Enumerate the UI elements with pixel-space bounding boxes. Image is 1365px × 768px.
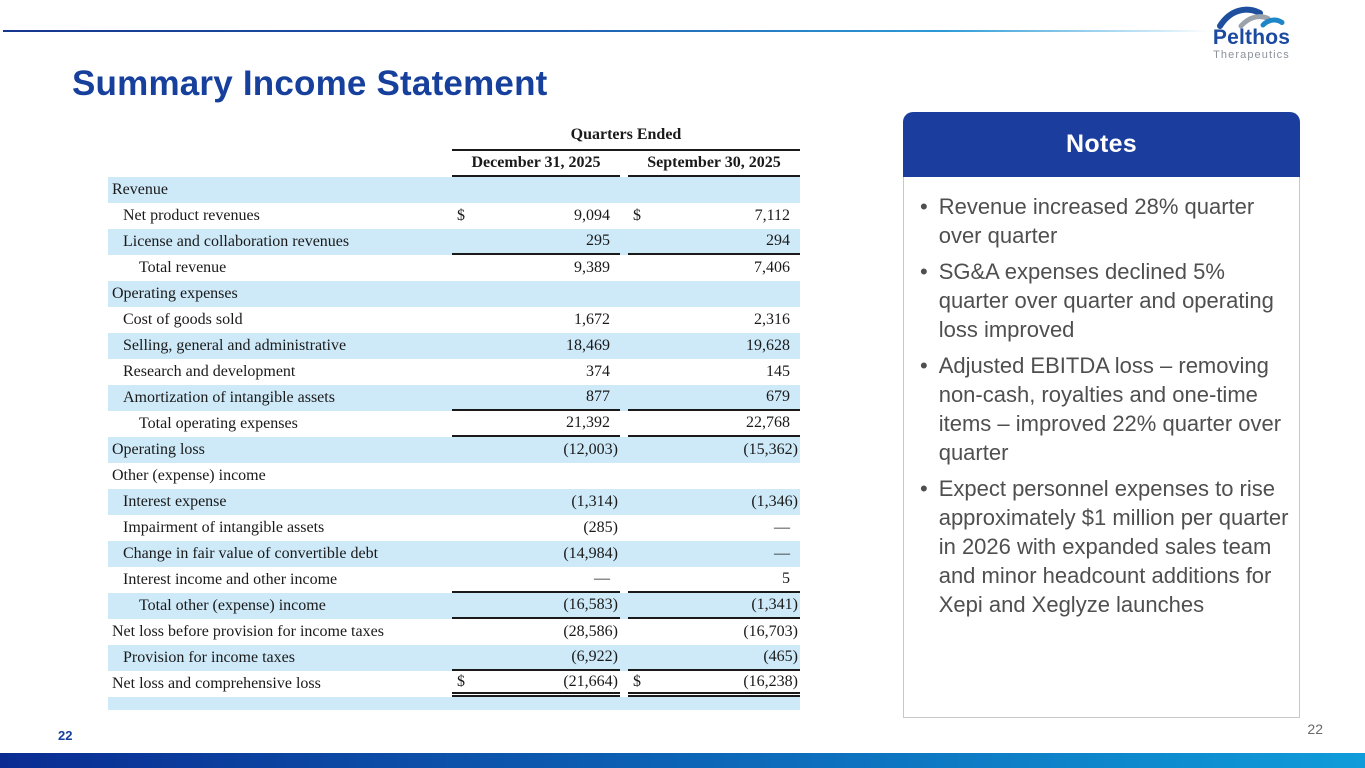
amount-cell xyxy=(452,671,620,697)
row-label: Total other (expense) income xyxy=(139,597,326,614)
bullet-dot: • xyxy=(920,353,928,379)
amount-value: — xyxy=(594,570,610,587)
table-row xyxy=(108,645,800,671)
row-label: Interest expense xyxy=(123,493,227,510)
amount-value: 1,672 xyxy=(574,311,610,328)
column-gap xyxy=(620,255,628,281)
row-label: Research and development xyxy=(123,363,296,380)
amount-value: 294 xyxy=(766,232,790,249)
amount-cell xyxy=(452,489,620,515)
amount-cell xyxy=(628,385,800,411)
table-row xyxy=(108,229,800,255)
amount-cell xyxy=(628,281,800,307)
amount-value: (28,586) xyxy=(563,623,618,640)
amount-cell xyxy=(628,203,800,229)
bullet-dot: • xyxy=(920,476,928,502)
row-label xyxy=(108,697,452,710)
amount-value: 19,628 xyxy=(746,337,790,354)
header-spacer xyxy=(108,152,452,177)
dollar-sign: $ xyxy=(633,207,641,224)
amount-value: (16,703) xyxy=(743,623,798,640)
amount-value: (14,984) xyxy=(563,545,618,562)
company-logo xyxy=(1204,5,1299,61)
amount-value: 877 xyxy=(586,388,610,405)
amount-cell xyxy=(452,359,620,385)
amount-cell xyxy=(452,619,620,645)
dollar-sign: $ xyxy=(633,672,641,690)
row-label: Total revenue xyxy=(139,259,227,276)
amount-value: 679 xyxy=(766,388,790,405)
column-gap xyxy=(620,152,628,177)
page-number-right: 22 xyxy=(1307,721,1323,737)
note-text: Adjusted EBITDA loss – removing non-cash, royalties and one-time items – improved 22% quarter over quarter xyxy=(938,353,1282,466)
column-gap xyxy=(620,437,628,463)
column-gap xyxy=(620,203,628,229)
amount-value: 22,768 xyxy=(746,414,790,431)
table-row xyxy=(108,333,800,359)
column-gap xyxy=(620,671,628,697)
amount-value: (465) xyxy=(763,648,798,665)
table-row xyxy=(108,411,800,437)
column-gap xyxy=(620,645,628,671)
column-gap xyxy=(620,411,628,437)
amount-cell xyxy=(628,671,800,697)
note-text: Revenue increased 28% quarter over quarter xyxy=(938,194,1255,249)
amount-cell xyxy=(628,619,800,645)
table-body xyxy=(108,177,800,710)
column-gap xyxy=(620,359,628,385)
column-gap xyxy=(620,307,628,333)
amount-cell xyxy=(452,385,620,411)
row-label: Interest income and other income xyxy=(123,571,338,588)
table-row xyxy=(108,359,800,385)
table-row xyxy=(108,541,800,567)
page-number-left: 22 xyxy=(58,728,73,743)
table-row xyxy=(108,255,800,281)
amount-cell xyxy=(452,593,620,619)
amount-value: 9,389 xyxy=(574,259,610,276)
table-row xyxy=(108,619,800,645)
note-bullet xyxy=(920,351,1289,467)
table-group-header-row xyxy=(108,126,800,151)
row-label: Impairment of intangible assets xyxy=(123,519,325,536)
column-gap xyxy=(620,385,628,411)
bullet-dot: • xyxy=(920,259,928,285)
dollar-sign: $ xyxy=(457,672,465,690)
amount-cell xyxy=(452,333,620,359)
amount-value: (15,362) xyxy=(743,441,798,458)
amount-cell xyxy=(452,177,620,203)
logo-name: Pelthos xyxy=(1212,26,1291,49)
amount-cell xyxy=(452,203,620,229)
column-gap xyxy=(620,333,628,359)
income-statement-table xyxy=(108,126,800,710)
amount-cell xyxy=(452,463,620,489)
amount-value: (1,346) xyxy=(751,493,798,510)
amount-value: — xyxy=(774,545,790,562)
column-gap xyxy=(620,281,628,307)
amount-value: (285) xyxy=(583,519,618,536)
notes-panel-header: Notes xyxy=(903,112,1300,177)
amount-cell xyxy=(628,593,800,619)
amount-cell xyxy=(628,411,800,437)
note-bullet xyxy=(920,257,1289,344)
amount-value: (6,922) xyxy=(571,648,618,665)
amount-cell xyxy=(452,645,620,671)
page-title: Summary Income Statement xyxy=(72,64,548,103)
amount-cell xyxy=(628,567,800,593)
notes-panel-body xyxy=(903,177,1300,718)
amount-cell xyxy=(452,541,620,567)
amount-value: (12,003) xyxy=(563,441,618,458)
row-label: Provision for income taxes xyxy=(123,649,295,666)
amount-cell xyxy=(452,229,620,255)
amount-cell xyxy=(628,255,800,281)
table-column-header-row xyxy=(108,152,800,177)
amount-value: (1,341) xyxy=(751,596,798,613)
amount-cell xyxy=(628,515,800,541)
amount-cell xyxy=(628,177,800,203)
column-gap xyxy=(620,567,628,593)
amount-value: 7,112 xyxy=(754,207,790,224)
notes-panel xyxy=(903,112,1300,718)
table-row xyxy=(108,567,800,593)
amount-cell xyxy=(628,489,800,515)
logo-tagline: Therapeutics xyxy=(1213,49,1290,61)
amount-value: (1,314) xyxy=(571,493,618,510)
column-header-q4: December 31, 2025 xyxy=(452,152,620,177)
table-row xyxy=(108,593,800,619)
amount-cell xyxy=(628,541,800,567)
row-label: Total operating expenses xyxy=(139,415,298,432)
row-label: Net product revenues xyxy=(123,207,260,224)
amount-cell xyxy=(452,515,620,541)
amount-cell xyxy=(628,645,800,671)
row-label: Selling, general and administrative xyxy=(123,337,347,354)
row-label: Amortization of intangible assets xyxy=(123,389,335,406)
amount-value: 18,469 xyxy=(566,337,610,354)
bullet-dot: • xyxy=(920,194,928,219)
note-bullet xyxy=(920,192,1289,250)
table-row xyxy=(108,697,800,710)
row-label: License and collaboration revenues xyxy=(123,233,350,250)
column-gap xyxy=(620,489,628,515)
amount-cell xyxy=(452,411,620,437)
amount-value: 295 xyxy=(586,232,610,249)
amount-cell xyxy=(452,567,620,593)
table-row xyxy=(108,177,800,203)
row-label: Operating expenses xyxy=(112,285,238,302)
table-row xyxy=(108,281,800,307)
amount-cell xyxy=(628,463,800,489)
column-gap xyxy=(620,463,628,489)
column-gap xyxy=(620,593,628,619)
column-gap xyxy=(620,515,628,541)
table-row xyxy=(108,515,800,541)
group-header: Quarters Ended xyxy=(452,126,800,151)
column-gap xyxy=(620,177,628,203)
amount-cell xyxy=(452,281,620,307)
amount-value: 2,316 xyxy=(754,311,790,328)
top-divider-rule xyxy=(3,30,1210,32)
row-label: Change in fair value of convertible debt xyxy=(123,545,379,562)
amount-value: 9,094 xyxy=(574,207,610,224)
note-bullet xyxy=(920,474,1289,619)
row-label: Cost of goods sold xyxy=(123,311,243,328)
amount-value: (16,583) xyxy=(563,596,618,613)
note-text: SG&A expenses declined 5% quarter over quarter and operating loss improved xyxy=(938,259,1274,343)
amount-value: 145 xyxy=(766,363,790,380)
table-row xyxy=(108,437,800,463)
amount-value: (16,238) xyxy=(743,672,798,690)
dollar-sign: $ xyxy=(457,207,465,224)
note-text: Expect personnel expenses to rise approximately $1 million per quarter in 2026 with expanded sales team and minor headcount additions for Xepi and Xeglyze launches xyxy=(938,476,1289,618)
row-label: Revenue xyxy=(112,181,168,198)
amount-value: (21,664) xyxy=(563,672,618,690)
table-row xyxy=(108,489,800,515)
amount-value: — xyxy=(774,519,790,536)
column-gap xyxy=(620,619,628,645)
bottom-accent-bar xyxy=(0,753,1365,768)
row-label: Operating loss xyxy=(112,441,205,458)
row-label: Net loss and comprehensive loss xyxy=(112,675,321,692)
amount-cell xyxy=(452,437,620,463)
column-gap xyxy=(620,541,628,567)
amount-cell xyxy=(628,437,800,463)
table-row xyxy=(108,463,800,489)
amount-cell xyxy=(628,229,800,255)
amount-value: 5 xyxy=(782,570,790,587)
column-header-q3: September 30, 2025 xyxy=(628,152,800,177)
amount-value: 374 xyxy=(586,363,610,380)
table-row xyxy=(108,671,800,697)
amount-cell xyxy=(628,333,800,359)
amount-cell xyxy=(628,359,800,385)
row-label: Net loss before provision for income taxes xyxy=(112,623,384,640)
amount-cell xyxy=(628,307,800,333)
table-row xyxy=(108,203,800,229)
table-row xyxy=(108,307,800,333)
header-spacer xyxy=(108,126,452,151)
table-row xyxy=(108,385,800,411)
column-gap xyxy=(620,229,628,255)
amount-value: 21,392 xyxy=(566,414,610,431)
amount-cell xyxy=(452,255,620,281)
amount-cell xyxy=(452,307,620,333)
amount-value: 7,406 xyxy=(754,259,790,276)
row-label: Other (expense) income xyxy=(112,467,266,484)
